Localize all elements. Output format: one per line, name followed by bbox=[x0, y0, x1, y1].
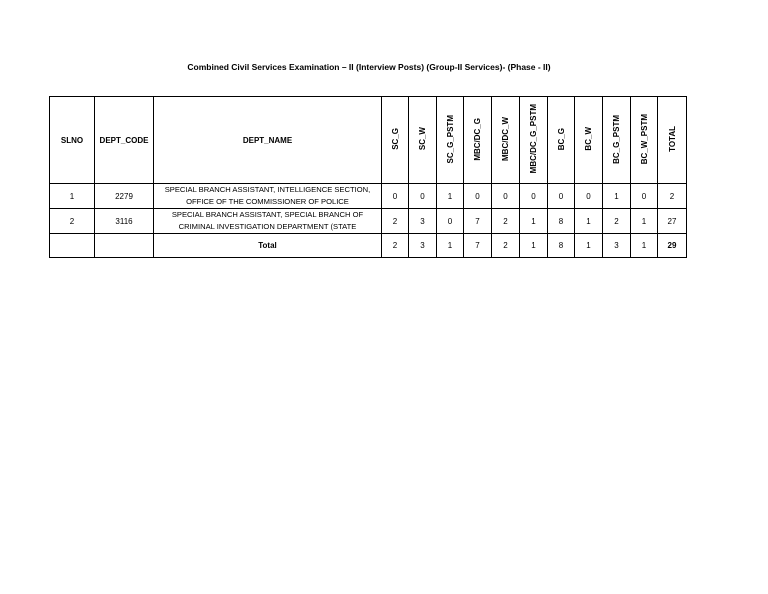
cell-bc-g-pstm: 1 bbox=[603, 184, 631, 209]
cell-bc-w: 0 bbox=[575, 184, 603, 209]
header-sc-w bbox=[409, 97, 437, 184]
page-title: Combined Civil Services Examination – II (Interview Posts) (Group-II Services)- (Phase - II) bbox=[187, 62, 551, 72]
header-row bbox=[50, 97, 687, 184]
header-bc-w-pstm bbox=[631, 97, 658, 184]
dept-name-line: SPECIAL BRANCH ASSISTANT, SPECIAL BRANCH OF bbox=[171, 210, 364, 219]
header-sc-g-pstm-label: SC_G_PSTM bbox=[445, 114, 455, 164]
header-dept-code: DEPT_CODE bbox=[95, 97, 154, 184]
total-row bbox=[50, 234, 687, 258]
header-mbc-dc-w-label: MBC/DC_W bbox=[501, 117, 510, 161]
cell-mbc-dc-w: 2 bbox=[492, 209, 520, 234]
table-row bbox=[50, 184, 687, 209]
cell-mbc-dc-w: 0 bbox=[492, 184, 520, 209]
cell-sc-w: 0 bbox=[409, 184, 437, 209]
header-bc-g-label: BC_G bbox=[556, 127, 566, 151]
cell-dept-name bbox=[154, 209, 382, 234]
header-bc-w bbox=[575, 97, 603, 184]
dept-name-line: CRIMINAL INVESTIGATION DEPARTMENT (STATE bbox=[178, 222, 357, 231]
total-sc-g-pstm: 1 bbox=[437, 234, 464, 258]
total-bc-w: 1 bbox=[575, 234, 603, 258]
cell-bc-w-pstm: 0 bbox=[631, 184, 658, 209]
cell-mbc-dc-g: 7 bbox=[464, 209, 492, 234]
header-sc-g-label: SC_G bbox=[390, 128, 400, 150]
cell-sc-g-pstm: 0 bbox=[437, 209, 464, 234]
cell-bc-g: 8 bbox=[548, 209, 575, 234]
cell-bc-g: 0 bbox=[548, 184, 575, 209]
cell-mbc-dc-g-pstm: 1 bbox=[520, 209, 548, 234]
total-grand: 29 bbox=[658, 234, 687, 258]
header-sc-g bbox=[382, 97, 409, 184]
total-sc-g: 2 bbox=[382, 234, 409, 258]
total-bc-g-pstm: 3 bbox=[603, 234, 631, 258]
header-bc-w-pstm-label: BC_W_PSTM bbox=[639, 113, 649, 165]
header-sc-g-pstm bbox=[437, 97, 464, 184]
total-bc-g: 8 bbox=[548, 234, 575, 258]
dept-name-line: SPECIAL BRANCH ASSISTANT, INTELLIGENCE SECTION, bbox=[164, 185, 371, 194]
cell-bc-w-pstm: 1 bbox=[631, 209, 658, 234]
cell-empty bbox=[95, 234, 154, 258]
header-mbc-dc-g-pstm-label: MBC/DC_G_PSTM bbox=[529, 104, 538, 174]
cell-dept-code: 2279 bbox=[95, 184, 154, 209]
cell-sc-g: 0 bbox=[382, 184, 409, 209]
cell-total: 2 bbox=[658, 184, 687, 209]
total-mbc-dc-w: 2 bbox=[492, 234, 520, 258]
cell-sc-w: 3 bbox=[409, 209, 437, 234]
header-total-label: TOTAL bbox=[667, 126, 677, 152]
total-sc-w: 3 bbox=[409, 234, 437, 258]
dept-name-line: OFFICE OF THE COMMISSIONER OF POLICE bbox=[186, 197, 349, 206]
header-mbc-dc-g-pstm bbox=[520, 97, 548, 184]
header-bc-g-pstm-label: BC_G_PSTM bbox=[612, 114, 621, 164]
header-total bbox=[658, 97, 687, 184]
header-slno: SLNO bbox=[50, 97, 95, 184]
cell-bc-w: 1 bbox=[575, 209, 603, 234]
cell-bc-g-pstm: 2 bbox=[603, 209, 631, 234]
cell-dept-code: 3116 bbox=[95, 209, 154, 234]
cell-mbc-dc-g: 0 bbox=[464, 184, 492, 209]
header-bc-g bbox=[548, 97, 575, 184]
header-bc-w-label: BC_W bbox=[584, 127, 593, 151]
total-label: Total bbox=[154, 234, 382, 258]
cell-empty bbox=[50, 234, 95, 258]
cell-sc-g-pstm: 1 bbox=[437, 184, 464, 209]
cell-mbc-dc-g-pstm: 0 bbox=[520, 184, 548, 209]
header-mbc-dc-w bbox=[492, 97, 520, 184]
total-bc-w-pstm: 1 bbox=[631, 234, 658, 258]
total-mbc-dc-g-pstm: 1 bbox=[520, 234, 548, 258]
table-row bbox=[50, 209, 687, 234]
cell-dept-name bbox=[154, 184, 382, 209]
vacancy-table bbox=[49, 96, 687, 258]
header-bc-g-pstm bbox=[603, 97, 631, 184]
header-sc-w-label: SC_W bbox=[418, 127, 427, 151]
header-mbc-dc-g bbox=[464, 97, 492, 184]
cell-total: 27 bbox=[658, 209, 687, 234]
cell-sc-g: 2 bbox=[382, 209, 409, 234]
header-mbc-dc-g-label: MBC/DC_G bbox=[473, 117, 482, 161]
cell-slno: 1 bbox=[50, 184, 95, 209]
header-dept-name: DEPT_NAME bbox=[154, 97, 382, 184]
total-mbc-dc-g: 7 bbox=[464, 234, 492, 258]
cell-slno: 2 bbox=[50, 209, 95, 234]
